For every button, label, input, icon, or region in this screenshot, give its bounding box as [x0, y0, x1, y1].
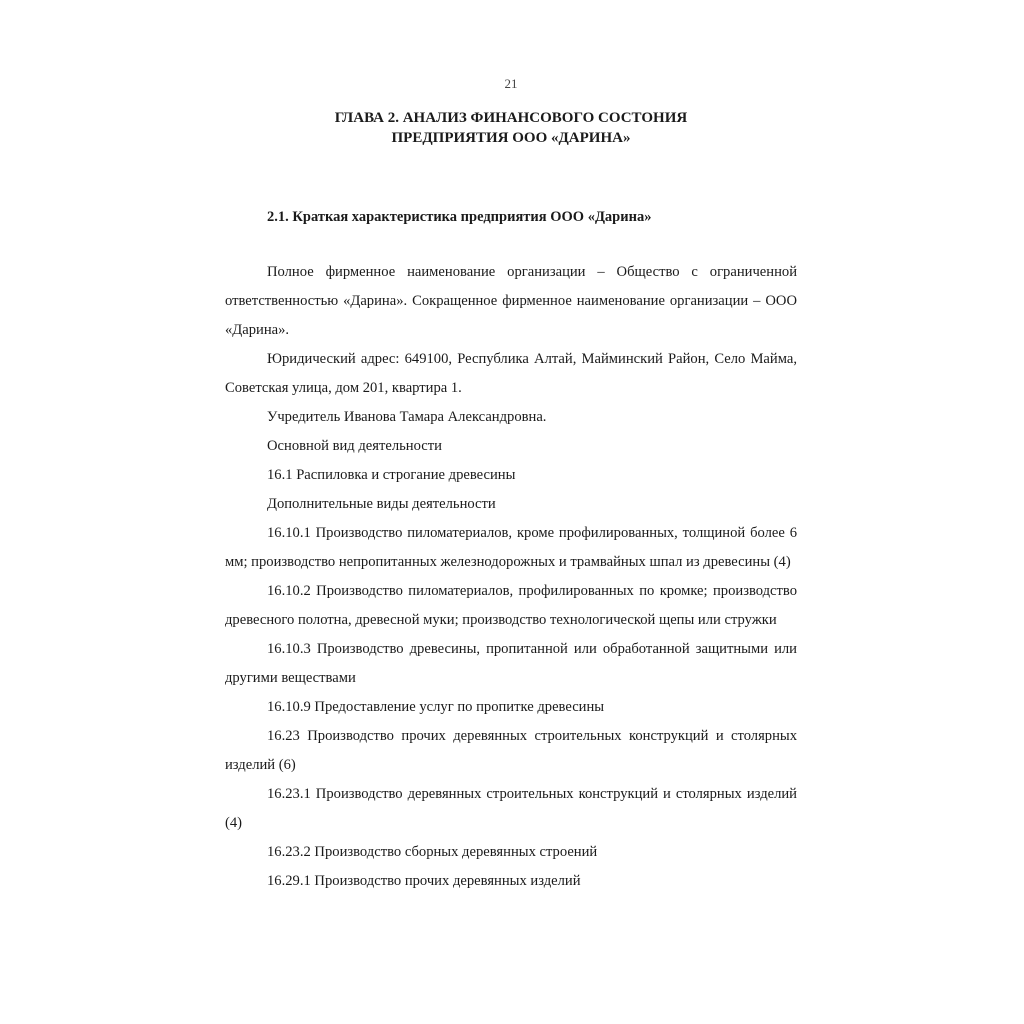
chapter-title [225, 108, 797, 148]
paragraph-main-activity-heading: Основной вид деятельности [267, 438, 442, 454]
section-title: 2.1. Краткая характеристика предприятия ООО «Дарина» [267, 209, 652, 225]
paragraph-activity-code: 16.23.1 Производство деревянных строительных конструкций и столярных изделий (4) [225, 786, 797, 831]
paragraph-activity-code: 16.23.2 Производство сборных деревянных строений [267, 844, 598, 860]
paragraph-activity-code: 16.10.3 Производство древесины, пропитанной или обработанной защитными или другими веществами [225, 641, 797, 686]
document-page [225, 0, 797, 1024]
paragraph-activity-code: 16.1 Распиловка и строгание древесины [267, 467, 516, 483]
paragraph-activity-code: 16.10.9 Предоставление услуг по пропитке древесины [267, 699, 605, 715]
paragraph-company-name: Полное фирменное наименование организации – Общество с ограниченной ответственностью «Дарина». Сокращенное фирменное наименование организации – ООО «Дарина». [225, 264, 797, 338]
chapter-title-line-2: ПРЕДПРИЯТИЯ ООО «ДАРИНА» [391, 130, 631, 146]
paragraph-activity-code: 16.10.1 Производство пиломатериалов, кроме профилированных, толщиной более 6 мм; производство непропитанных железнодорожных и трамвайных шпал из древесины (4) [225, 525, 797, 570]
paragraph-activity-code: 16.23 Производство прочих деревянных строительных конструкций и столярных изделий (6) [225, 728, 797, 773]
page-number: 21 [504, 76, 518, 91]
chapter-title-line-1: ГЛАВА 2. АНАЛИЗ ФИНАНСОВОГО СОСТОНИЯ [334, 110, 688, 126]
body-text [225, 258, 797, 896]
paragraph-legal-address: Юридический адрес: 649100, Республика Алтай, Майминский Район, Село Майма, Советская улица, дом 201, квартира 1. [225, 351, 797, 396]
paragraph-activity-code: 16.29.1 Производство прочих деревянных изделий [267, 873, 581, 889]
paragraph-additional-activities-heading: Дополнительные виды деятельности [267, 496, 496, 512]
paragraph-founder: Учредитель Иванова Тамара Александровна. [267, 409, 547, 425]
paragraph-activity-code: 16.10.2 Производство пиломатериалов, профилированных по кромке; производство древесного полотна, древесной муки; производство технологической щепы или стружки [225, 583, 797, 628]
